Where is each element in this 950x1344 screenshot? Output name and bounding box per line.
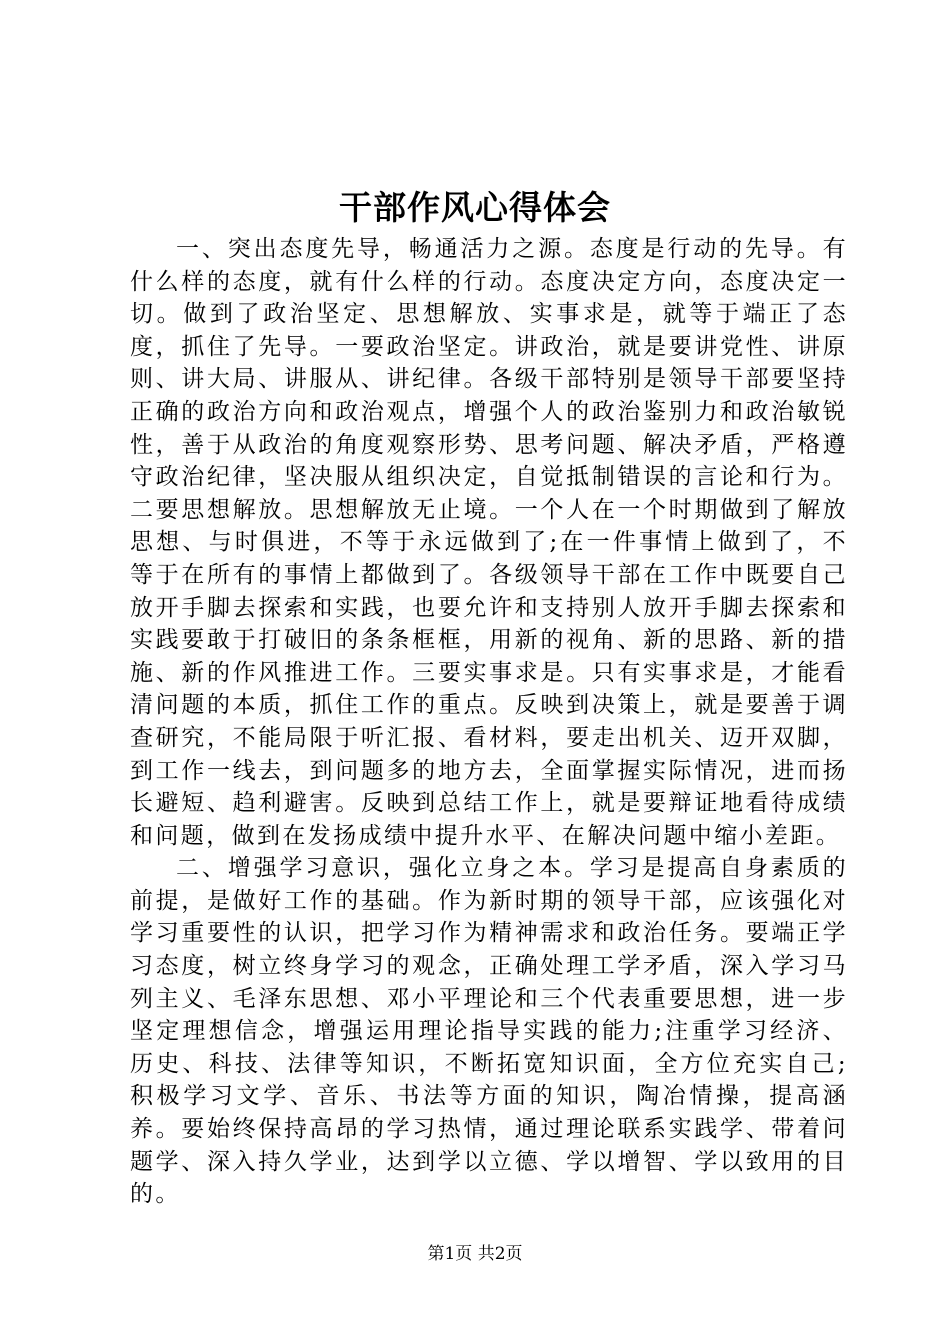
paragraph-2: 二、增强学习意识，强化立身之本。学习是提高自身素质的前提，是做好工作的基础。作为新时期的领导干部，应该强化对学习重要性的认识，把学习作为精神需求和政治任务。要端正学习态度，树立终身学习的观念，正确处理工学矛盾，深入学习马列主义、毛泽东思想、邓小平理论和三个代表重要思想，进一步坚定理想信念，增强运用理论指导实践的能力;注重学习经济、历史、科技、法律等知识，不断拓宽知识面，全方位充实自己;积极学习文学、音乐、书法等方面的知识，陶冶情操，提高涵养。要始终保持高昂的学习热情，通过理论联系实践学、带着问题学、深入持久学业，达到学以立德、学以增智、学以致用的目的。	[130, 855, 848, 1208]
page-footer: 第1页 共2页	[427, 1244, 523, 1264]
document-body	[130, 233, 848, 1211]
document-title: 干部作风心得体会	[339, 188, 611, 227]
paragraph-1: 一、突出态度先导，畅通活力之源。态度是行动的先导。有什么样的态度，就有什么样的行动。态度决定方向，态度决定一切。做到了政治坚定、思想解放、实事求是，就等于端正了态度，抓住了先导。一要政治坚定。讲政治，就是要讲党性、讲原则、讲大局、讲服从、讲纪律。各级干部特别是领导干部要坚持正确的政治方向和政治观点，增强个人的政治鉴别力和政治敏锐性，善于从政治的角度观察形势、思考问题、解决矛盾，严格遵守政治纪律，坚决服从组织决定，自觉抵制错误的言论和行为。二要思想解放。思想解放无止境。一个人在一个时期做到了解放思想、与时俱进，不等于永远做到了;在一件事情上做到了，不等于在所有的事情上都做到了。各级领导干部在工作中既要自己放开手脚去探索和实践，也要允许和支持别人放开手脚去探索和实践要敢于打破旧的条条框框，用新的视角、新的思路、新的措施、新的作风推进工作。三要实事求是。只有实事求是，才能看清问题的本质，抓住工作的重点。反映到决策上，就是要善于调查研究，不能局限于听汇报、看材料，要走出机关、迈开双脚，到工作一线去，到问题多的地方去，全面掌握实际情况，进而扬长避短、趋利避害。反映到总结工作上，就是要辩证地看待成绩和问题，做到在发扬成绩中提升水平、在解决问题中缩小差距。	[130, 236, 848, 849]
